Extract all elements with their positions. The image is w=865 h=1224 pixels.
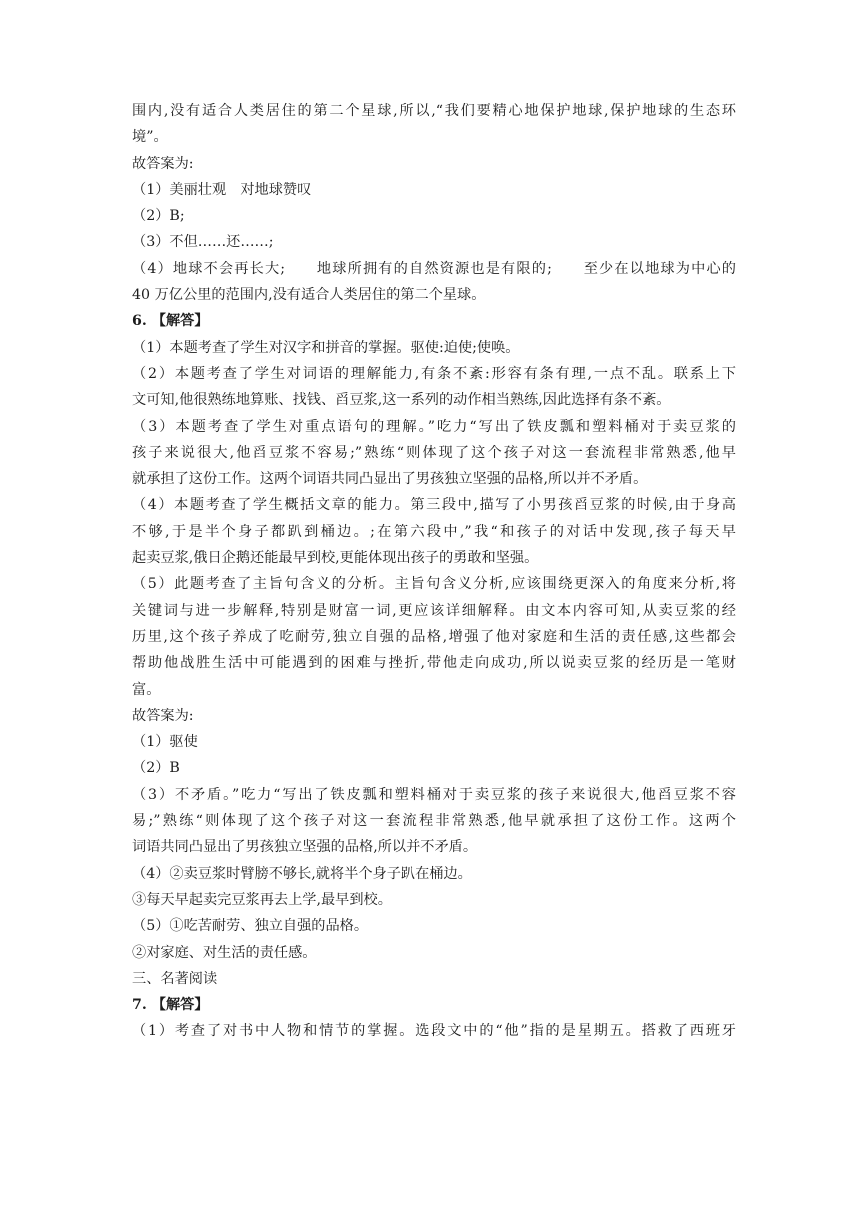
text-line: （5）此题考查了主旨句含义的分析。主旨句含义分析,应该围绕更深入的角度来分析,将 [132, 576, 736, 593]
text-line: ③每天早起卖完豆浆再去上学,最早到校。 [132, 891, 392, 908]
text-line: （2）B; [132, 208, 185, 225]
text-line: 起卖豆浆,俄日企鹅还能最早到校,更能体现出孩子的勇敢和坚强。 [132, 550, 539, 567]
text-line: （3）不但……还……; [132, 234, 274, 251]
text-line: （1）驱使 [132, 734, 198, 751]
text-line: （2）B [132, 760, 180, 777]
text-line: （1）本题考查了学生对汉字和拼音的掌握。驱使:迫使;使唤。 [132, 339, 520, 356]
text-line: （1）美丽壮观 对地球赞叹 [132, 181, 312, 198]
text-line: （3）本题考查了学生对重点语句的理解。”吃力“写出了铁皮瓢和塑料桶对于卖豆浆的 [132, 418, 736, 435]
text-line: （5）①吃苦耐劳、独立自强的品格。 [132, 918, 369, 935]
text-line: 就承担了这份工作。这两个词语共同凸显出了男孩独立坚强的品格,所以并不矛盾。 [132, 471, 648, 488]
text-line: （4）本题考查了学生概括文章的能力。第三段中,描写了小男孩舀豆浆的时候,由于身高 [132, 497, 736, 514]
text-line: 故答案为: [132, 707, 194, 724]
text-line: ②对家庭、对生活的责任感。 [132, 944, 317, 961]
text-line: 词语共同凸显出了男孩独立坚强的品格,所以并不矛盾。 [132, 839, 478, 856]
text-line: 围内,没有适合人类居住的第二个星球,所以,“我们要精心地保护地球,保护地球的生态环 [132, 103, 736, 119]
text-line: （1）考查了对书中人物和情节的掌握。选段文中的“他”指的是星期五。搭救了西班牙 [132, 1023, 736, 1040]
text-line: 帮助他战胜生活中可能遇到的困难与挫折,带他走向成功,所以说卖豆浆的经历是一笔财 [132, 655, 736, 672]
text-line: （4）②卖豆浆时臂膀不够长,就将半个身子趴在桶边。 [132, 865, 472, 882]
text-line: （3）不矛盾。”吃力“写出了铁皮瓢和塑料桶对于卖豆浆的孩子来说很大,他舀豆浆不容 [132, 786, 736, 803]
text-line: 富。 [132, 681, 161, 698]
text-line: 历里,这个孩子养成了吃耐劳,独立自强的品格,增强了他对家庭和生活的责任感,这些都会 [132, 628, 736, 645]
text-line: 40 万亿公里的范围内,没有适合人类居住的第二个星球。 [132, 287, 486, 304]
section-heading-7: 7. 【解答】 [132, 997, 209, 1014]
text-line: （2）本题考查了学生对词语的理解能力,有条不紊:形容有条有理,一点不乱。联系上下 [132, 365, 736, 382]
text-line: 孩子来说很大,他舀豆浆不容易;”熟练“则体现了这个孩子对这一套流程非常熟悉,他早 [132, 444, 736, 461]
text-line: 文可知,他很熟练地算账、找钱、舀豆浆,这一系列的动作相当熟练,因此选择有条不紊。 [132, 392, 671, 409]
section-heading-6: 6. 【解答】 [132, 313, 209, 330]
text-line: （4）地球不会再长大; 地球所拥有的自然资源也是有限的; 至少在以地球为中心的 [132, 260, 736, 277]
text-line: 易;”熟练“则体现了这个孩子对这一套流程非常熟悉,他早就承担了这份工作。这两个 [132, 813, 736, 830]
text-line: 不够,于是半个身子都趴到桶边。;在第六段中,”我“和孩子的对话中发现,孩子每天早 [132, 523, 736, 540]
text-line: 境”。 [132, 129, 168, 146]
answer-text-block [132, 98, 736, 1045]
text-line: 关键词与进一步解释,特别是财富一词,更应该详细解释。由文本内容可知,从卖豆浆的经 [132, 602, 736, 619]
text-line: 故答案为: [132, 155, 194, 172]
section-heading-3: 三、名著阅读 [132, 970, 218, 987]
